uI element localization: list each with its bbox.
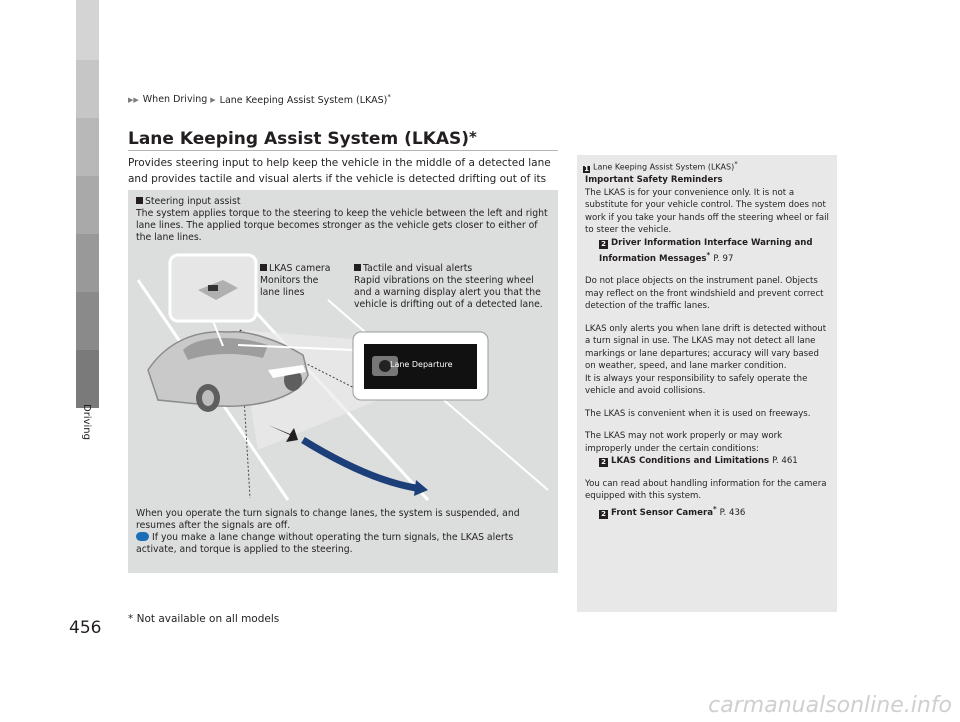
tactile-callout: Tactile and visual alerts Rapid vibrations on the steering wheel and a warning display alert you that the vehicle is drifting out of a detected lane. — [354, 263, 543, 310]
watermark: carmanualsonline.info — [708, 693, 952, 718]
correction-arrow — [303, 440, 416, 488]
breadcrumb-item-when-driving[interactable]: When Driving — [142, 94, 208, 106]
title-divider — [128, 150, 558, 151]
camera-callout: LKAS camera Monitors the lane lines — [260, 263, 331, 298]
side-notes-header: 1 Lane Keeping Assist System (LKAS)* — [584, 160, 738, 173]
note-icon: 1 — [584, 164, 589, 173]
turn-signal-note: When you operate the turn signals to change lanes, the system is suspended, and resumes after the signals are off. If you make a lane change without operating the turn signals, the LKAS alerts activate, and torque is applied to the steering. — [136, 508, 520, 555]
side-notes-body: Important Safety Reminders The LKAS is for your convenience only. It is not a substitute for your vehicle control. The system does not work if you take your hands off the steering wheel or fail to steer the vehicle. 2 Driver Information Interface Warning and Information Messages* P. 97 Do not place objects on the instrument panel. Objects may reflect on the front windshield and prevent correct detection of the traffic lanes. LKAS only alerts you when lane drift is detected without a turn signal in use. The LKAS may not detect all lane markings or lane departures; accuracy will vary based on weather, speed, and lane marker condition. It is always your responsibility to safely operate the vehicle and avoid collisions. The LKAS is convenient when it is used on freeways. The LKAS may not work properly or may work improperly under the certain conditions: 2 LKAS Conditions and Limitations P. 461 You can read about handling information for the camera equipped with this system. 2 Front Sensor Camera* P. 436 — [585, 175, 829, 518]
info-pill-icon — [136, 532, 149, 541]
bullet-square-icon — [354, 264, 361, 271]
bullet-square-icon — [260, 264, 267, 271]
chapter-label: Driving — [81, 404, 92, 440]
cross-ref-link[interactable]: 2 Driver Information Interface Warning and Information Messages* P. 97 — [599, 237, 813, 264]
page-number: 456 — [69, 618, 102, 638]
side-notes-panel — [577, 155, 837, 612]
breadcrumb-arrow-icon: ▶ — [210, 95, 216, 104]
cross-ref-link[interactable]: 2 Front Sensor Camera* P. 436 — [585, 503, 830, 519]
breadcrumb-arrow-icon: ▶▶ — [128, 95, 139, 104]
xref-arrow-icon: 2 — [599, 458, 608, 467]
intro-paragraph: Provides steering input to help keep the vehicle in the middle of a detected lane and provides tactile and visual alerts if the vehicle is detected drifting out of its — [128, 157, 551, 185]
steering-assist-callout: Steering input assist The system applies torque to the steering to keep the vehicle between the left and right lane lines. The applied torque becomes stronger as the vehicle gets closer to either of the lane lines. — [136, 196, 548, 243]
breadcrumb-item-lkas: Lane Keeping Assist System (LKAS)* — [219, 93, 391, 107]
lkas-diagram — [128, 190, 558, 573]
bullet-square-icon — [136, 197, 143, 204]
breadcrumb — [128, 93, 391, 106]
cross-ref-link[interactable]: 2 LKAS Conditions and Limitations P. 461 — [585, 455, 830, 468]
xref-arrow-icon: 2 — [599, 510, 608, 519]
display-label: Lane Departure — [390, 360, 453, 369]
page-title: Lane Keeping Assist System (LKAS)* — [128, 128, 477, 149]
chapter-tab — [76, 0, 99, 722]
footnote: * Not available on all models — [128, 613, 280, 625]
xref-arrow-icon: 2 — [599, 240, 608, 249]
